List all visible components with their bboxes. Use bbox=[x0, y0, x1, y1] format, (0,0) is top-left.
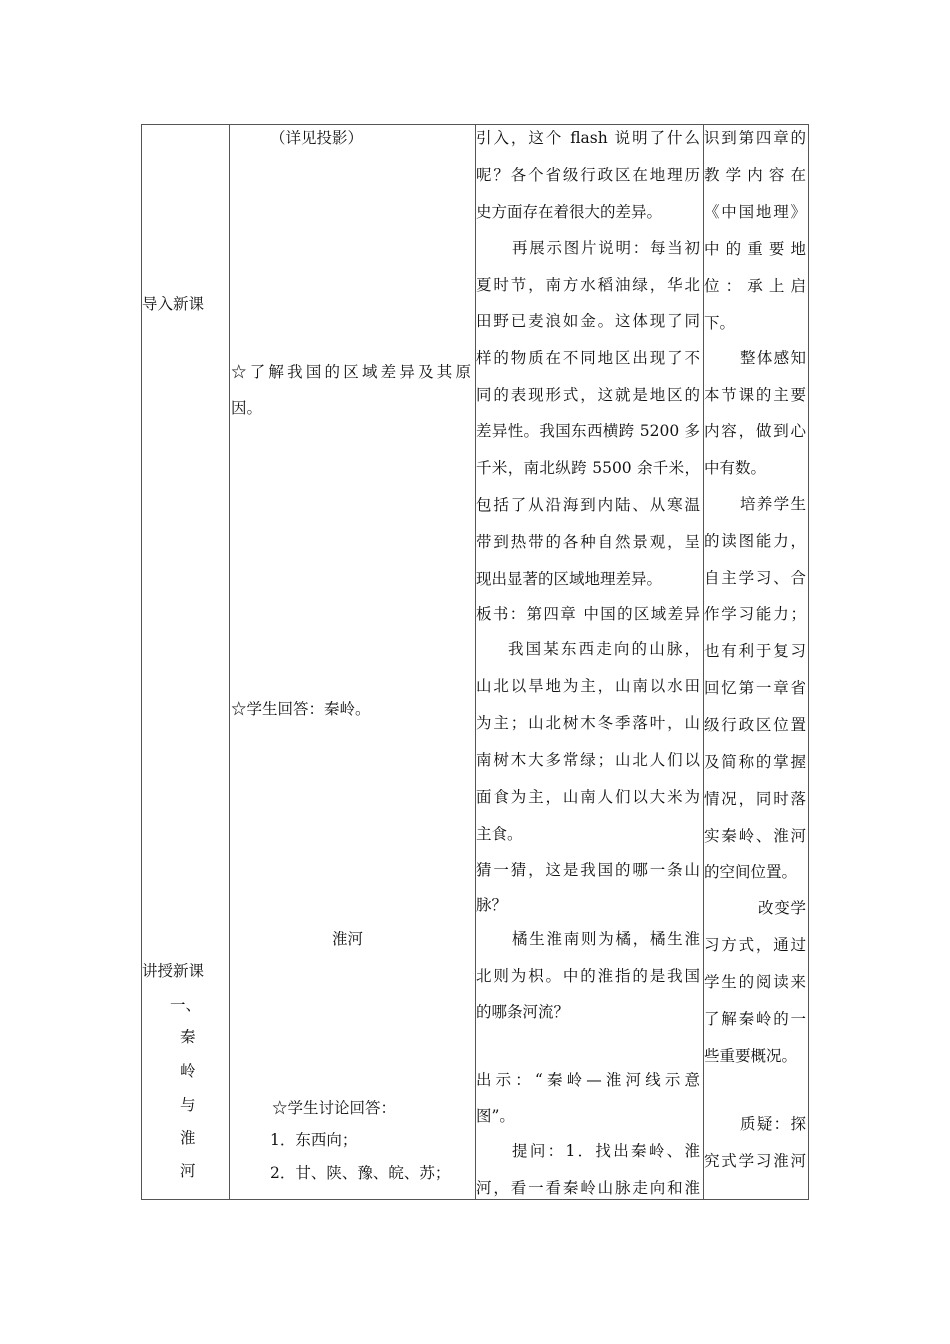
teacher-activity-line: 橘生淮南则为橘，橘生淮 bbox=[512, 930, 700, 948]
design-intent-line: 习方式，通过 bbox=[704, 936, 806, 954]
design-intent-line: 的空间位置。 bbox=[704, 863, 798, 881]
student-activity-text: ☆学生讨论回答： bbox=[272, 1099, 397, 1117]
design-intent-line: 也有利于复习 bbox=[704, 642, 806, 660]
student-activity-text: 淮河 bbox=[332, 930, 364, 948]
design-intent-line: 下。 bbox=[704, 314, 736, 332]
teacher-activity-line: 提问：1．找出秦岭、淮 bbox=[512, 1142, 700, 1160]
teacher-activity-line: 南树木大多常绿；山北人们以 bbox=[476, 751, 700, 769]
design-intent-line: 培养学生 bbox=[740, 495, 806, 513]
design-intent-line: 些重要概况。 bbox=[704, 1047, 798, 1065]
teacher-activity-line: 面食为主，山南人们以大米为 bbox=[476, 788, 700, 806]
design-intent-line: 识到第四章的 bbox=[704, 129, 806, 147]
design-intent-line: 究式学习淮河 bbox=[704, 1152, 806, 1170]
teacher-activity-line: 夏时节，南方水稻油绿，华北 bbox=[476, 276, 700, 294]
student-activity-text: 2．甘、陕、豫、皖、苏； bbox=[270, 1164, 451, 1182]
design-intent-line: 中 的 重 要 地 bbox=[704, 240, 806, 258]
teacher-activity-line: 千米，南北纵跨 5500 余千米， bbox=[476, 459, 700, 477]
student-activity-text: ☆了解我国的区域差异及其原 bbox=[231, 363, 471, 381]
design-intent-line: 作学习能力； bbox=[704, 605, 806, 623]
teacher-activity-line: 脉？ bbox=[476, 896, 508, 914]
section-subtitle-line: 一、 bbox=[170, 996, 202, 1014]
section-subtitle-line: 河 bbox=[180, 1162, 196, 1180]
teacher-activity-line: 再展示图片说明：每当初 bbox=[512, 239, 700, 257]
teacher-activity-line: 差异性。我国东西横跨 5200 多 bbox=[476, 422, 700, 440]
section-subtitle-line: 岭 bbox=[180, 1062, 196, 1080]
design-intent-line: 情况，同时落 bbox=[704, 790, 806, 808]
teacher-activity-line: 同的表现形式，这就是地区的 bbox=[476, 386, 700, 404]
teacher-activity-line: 出示：“秦岭—淮河线示意 bbox=[476, 1071, 700, 1089]
teacher-activity-line: 山北以旱地为主，山南以水田 bbox=[476, 677, 700, 695]
design-intent-line: 教 学 内 容 在 bbox=[704, 166, 806, 184]
design-intent-line: 《中国地理》 bbox=[704, 203, 806, 221]
design-intent-line: 的读图能力， bbox=[704, 532, 806, 550]
design-intent-line: 自主学习、合 bbox=[704, 569, 806, 587]
teacher-activity-line: 猜一猜，这是我国的哪一条山 bbox=[476, 861, 700, 879]
teacher-activity-line: 为主；山北树木冬季落叶，山 bbox=[476, 714, 700, 732]
section-teach-label: 讲授新课 bbox=[142, 962, 205, 980]
student-activity-text: 因。 bbox=[231, 399, 263, 417]
teacher-activity-line: 包括了从沿海到内陆、从寒温 bbox=[476, 496, 700, 514]
section-intro-label: 导入新课 bbox=[142, 295, 205, 313]
teacher-activity-line: 的哪条河流？ bbox=[476, 1003, 570, 1021]
teacher-activity-line: 田野已麦浪如金。这体现了同 bbox=[476, 312, 700, 330]
design-intent-line: 质疑：探 bbox=[740, 1115, 806, 1133]
design-intent-line: 实秦岭、淮河 bbox=[704, 827, 806, 845]
design-intent-line: 整体感知 bbox=[740, 349, 806, 367]
teacher-activity-line: 我国某东西走向的山脉， bbox=[508, 640, 700, 658]
column-divider bbox=[229, 125, 230, 1199]
design-intent-line: 内容，做到心 bbox=[704, 422, 806, 440]
teacher-activity-line: 样的物质在不同地区出现了不 bbox=[476, 349, 700, 367]
design-intent-line: 及简称的掌握 bbox=[704, 753, 806, 771]
section-subtitle-line: 与 bbox=[180, 1096, 196, 1114]
design-intent-line: 回忆第一章省 bbox=[704, 679, 806, 697]
design-intent-line: 本节课的主要 bbox=[704, 386, 806, 404]
teacher-activity-line: 主食。 bbox=[476, 825, 523, 843]
teacher-activity-line: 呢？各个省级行政区在地理历 bbox=[476, 166, 700, 184]
design-intent-line: 位 ： 承 上 启 bbox=[704, 277, 806, 295]
teacher-activity-line: 带到热带的各种自然景观，呈 bbox=[476, 533, 700, 551]
design-intent-line: 了解秦岭的一 bbox=[704, 1010, 806, 1028]
teacher-activity-line: 北则为枳。中的淮指的是我国 bbox=[476, 967, 700, 985]
design-intent-line: 级行政区位置 bbox=[704, 716, 806, 734]
design-intent-line: 中有数。 bbox=[704, 459, 767, 477]
student-activity-text: ☆学生回答：秦岭。 bbox=[231, 700, 371, 718]
teacher-activity-line: 引入，这个 flash 说明了什么 bbox=[476, 129, 700, 147]
blackboard-heading: 板书：第四章 中国的区域差异 bbox=[476, 605, 700, 623]
section-subtitle-line: 秦 bbox=[180, 1028, 196, 1046]
teacher-activity-line: 史方面存在着很大的差异。 bbox=[476, 203, 663, 221]
teacher-activity-line: 河，看一看秦岭山脉走向和淮 bbox=[476, 1179, 700, 1197]
teacher-activity-line: 现出显著的区域地理差异。 bbox=[476, 570, 663, 588]
design-intent-line: 改变学 bbox=[758, 899, 806, 917]
student-activity-text: （详见投影） bbox=[270, 129, 364, 147]
section-subtitle-line: 淮 bbox=[180, 1129, 196, 1147]
design-intent-line: 学生的阅读来 bbox=[704, 973, 806, 991]
teacher-activity-line: 图”。 bbox=[476, 1107, 515, 1125]
student-activity-text: 1．东西向； bbox=[270, 1131, 358, 1149]
